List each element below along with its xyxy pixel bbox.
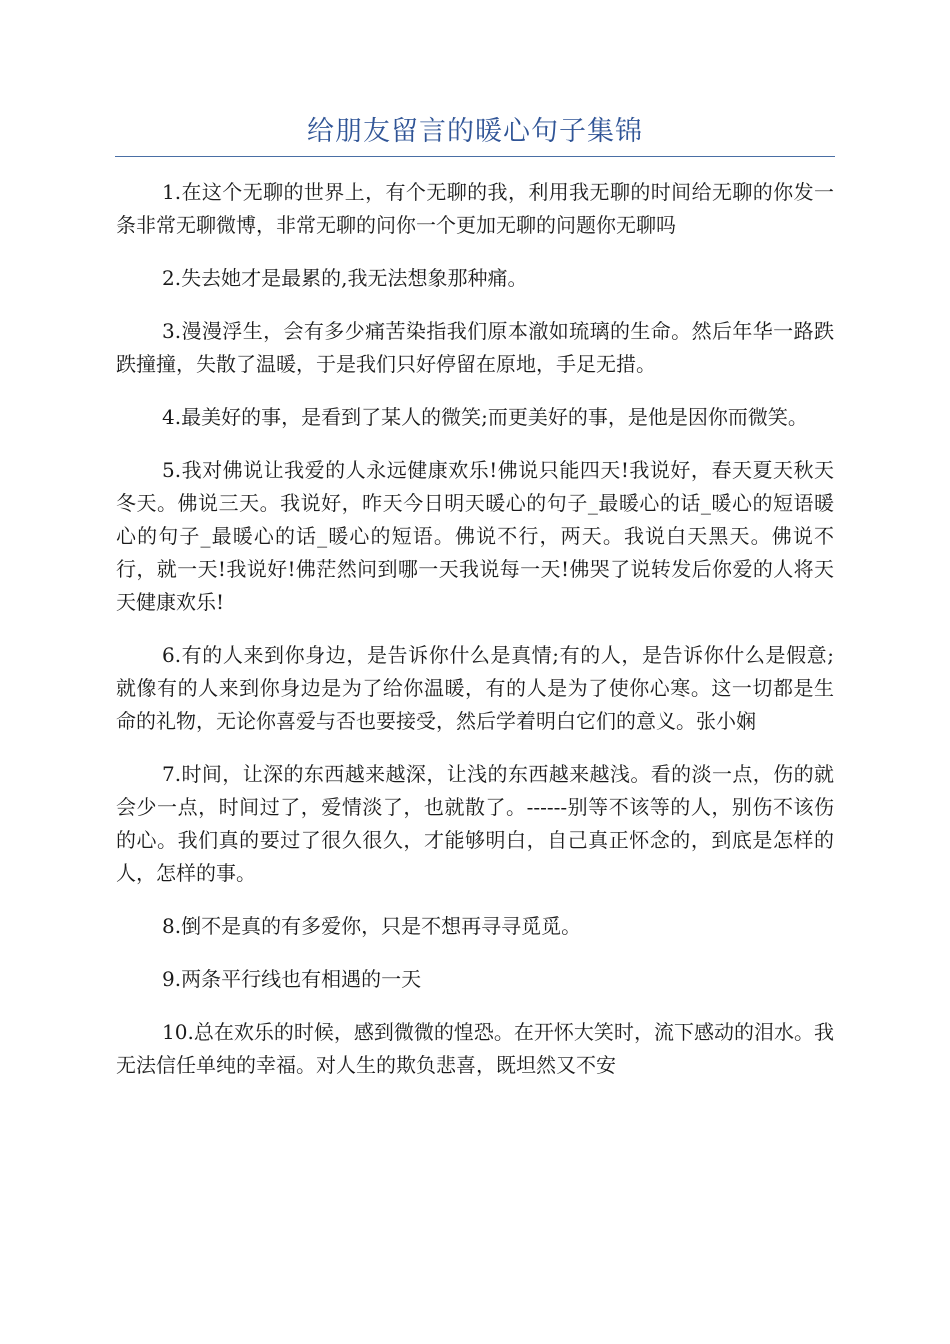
paragraph-8: 8.倒不是真的有多爱你，只是不想再寻寻觅觅。 <box>162 914 582 938</box>
page-title: 给朋友留言的暖心句子集锦 <box>307 116 643 147</box>
paragraph-6: 6.有的人来到你身边，是告诉你什么是真情;有的人，是告诉你什么是假意;就像有的人来到你身边是为了给你温暖，有的人是为了使你心寒。这一切都是生命的礼物，无论你喜爱与否也要接受，然后学着明白它们的意义。张小娴 <box>116 643 834 733</box>
paragraph-9: 9.两条平行线也有相遇的一天 <box>162 967 422 991</box>
paragraph-7: 7.时间，让深的东西越来越深，让浅的东西越来越浅。看的淡一点，伤的就会少一点，时间过了，爱情淡了，也就散了。------别等不该等的人，别伤不该伤的心。我们真的要过了很久很久，才能够明白，自己真正怀念的，到底是怎样的人，怎样的事。 <box>116 762 834 885</box>
paragraph-3: 3.漫漫浮生，会有多少痛苦染指我们原本澈如琉璃的生命。然后年华一路跌跌撞撞，失散了温暖，于是我们只好停留在原地，手足无措。 <box>116 319 834 376</box>
paragraph-10: 10.总在欢乐的时候，感到微微的惶恐。在开怀大笑时，流下感动的泪水。我无法信任单纯的幸福。对人生的欺负悲喜，既坦然又不安 <box>116 1020 834 1077</box>
document-body <box>116 176 834 1102</box>
paragraph-5: 5.我对佛说让我爱的人永远健康欢乐!佛说只能四天!我说好，春天夏天秋天冬天。佛说三天。我说好，昨天今日明天暖心的句子_最暖心的话_暖心的短语暖心的句子_最暖心的话_暖心的短语。佛说不行，两天。我说白天黑天。佛说不行，就一天!我说好!佛茫然问到哪一天我说每一天!佛哭了说转发后你爱的人将天天健康欢乐! <box>116 458 834 614</box>
paragraph-1: 1.在这个无聊的世界上，有个无聊的我，利用我无聊的时间给无聊的你发一条非常无聊微博，非常无聊的问你一个更加无聊的问题你无聊吗 <box>116 180 834 237</box>
paragraph-2: 2.失去她才是最累的,我无法想象那种痛。 <box>162 266 528 290</box>
paragraph-4: 4.最美好的事，是看到了某人的微笑;而更美好的事，是他是因你而微笑。 <box>162 405 808 429</box>
title-block <box>115 108 835 157</box>
